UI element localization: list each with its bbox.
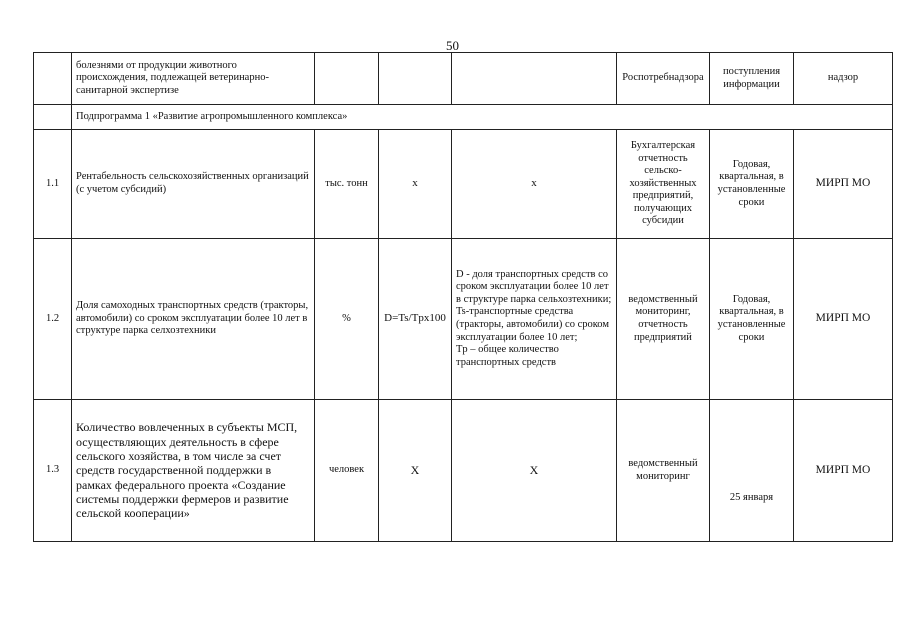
definition-line: Ts-транспортные средства (тракторы, автомобили) со сроком эксплуатации более 10 лет; (456, 306, 609, 343)
cell-frequency: поступления информации (710, 53, 794, 105)
cell-num: 1.3 (34, 400, 72, 542)
cell-num: 1.2 (34, 239, 72, 400)
cell-formula: Х (379, 400, 452, 542)
cell-definition (452, 53, 617, 105)
cell-frequency: Годовая, квартальная, в установленные сроки (710, 239, 794, 400)
cell-frequency: Годовая, квартальная, в установленные сроки (710, 130, 794, 239)
table-row (34, 130, 893, 239)
continuation-row (34, 53, 893, 105)
cell-unit: человек (315, 400, 379, 542)
cell-num (34, 53, 72, 105)
cell-num (34, 105, 72, 130)
cell-formula (379, 53, 452, 105)
indicators-table (33, 52, 893, 542)
cell-responsible: МИРП МО (794, 239, 893, 400)
definition-line: D - доля транспортных средств со сроком эксплуатации более 10 лет в структуре парка сельхозтехники; (456, 268, 612, 305)
page-number: 50 (446, 38, 459, 53)
cell-responsible: МИРП МО (794, 130, 893, 239)
definition-line: Tp – общее количество транспортных средств (456, 344, 559, 368)
cell-name: Доля самоходных транспортных средств (тракторы, автомобили) со сроком эксплуатации более 10 лет в структуре парка селхозтехники (72, 239, 315, 400)
cell-name: Количество вовлеченных в субъекты МСП, осуществляющих деятельность в сфере сельского хозяйства, в том числе за счет средств государственной поддержки в рамках федерального проекта «Создание системы поддержки фермеров и развитие сельской кооперации» (72, 400, 315, 542)
cell-definition: Х (452, 400, 617, 542)
cell-definition: х (452, 130, 617, 239)
cell-frequency: 25 января (710, 400, 794, 542)
cell-definition (452, 239, 617, 400)
cell-unit: % (315, 239, 379, 400)
cell-num: 1.1 (34, 130, 72, 239)
cell-name: Рентабельность сельскохозяйственных организаций (с учетом субсидий) (72, 130, 315, 239)
cell-unit (315, 53, 379, 105)
cell-unit: тыс. тонн (315, 130, 379, 239)
cell-formula: D=Ts/Tpx100 (379, 239, 452, 400)
cell-name: болезнями от продукции животного происхождения, подлежащей ветеринарно-санитарной экспертизе (72, 53, 315, 105)
cell-responsible: надзор (794, 53, 893, 105)
table-row (34, 239, 893, 400)
cell-formula: х (379, 130, 452, 239)
subprogram-row (34, 105, 893, 130)
cell-source: Бухгалтерская отчетность сельско-хозяйственных предприятий, получающих субсидии (617, 130, 710, 239)
cell-source: ведомственный мониторинг (617, 400, 710, 542)
table-row (34, 400, 893, 542)
cell-source: ведомственный мониторинг, отчетность предприятий (617, 239, 710, 400)
cell-source: Роспотребнадзора (617, 53, 710, 105)
subprogram-title: Подпрограмма 1 «Развитие агропромышленного комплекса» (72, 105, 893, 130)
cell-responsible: МИРП МО (794, 400, 893, 542)
